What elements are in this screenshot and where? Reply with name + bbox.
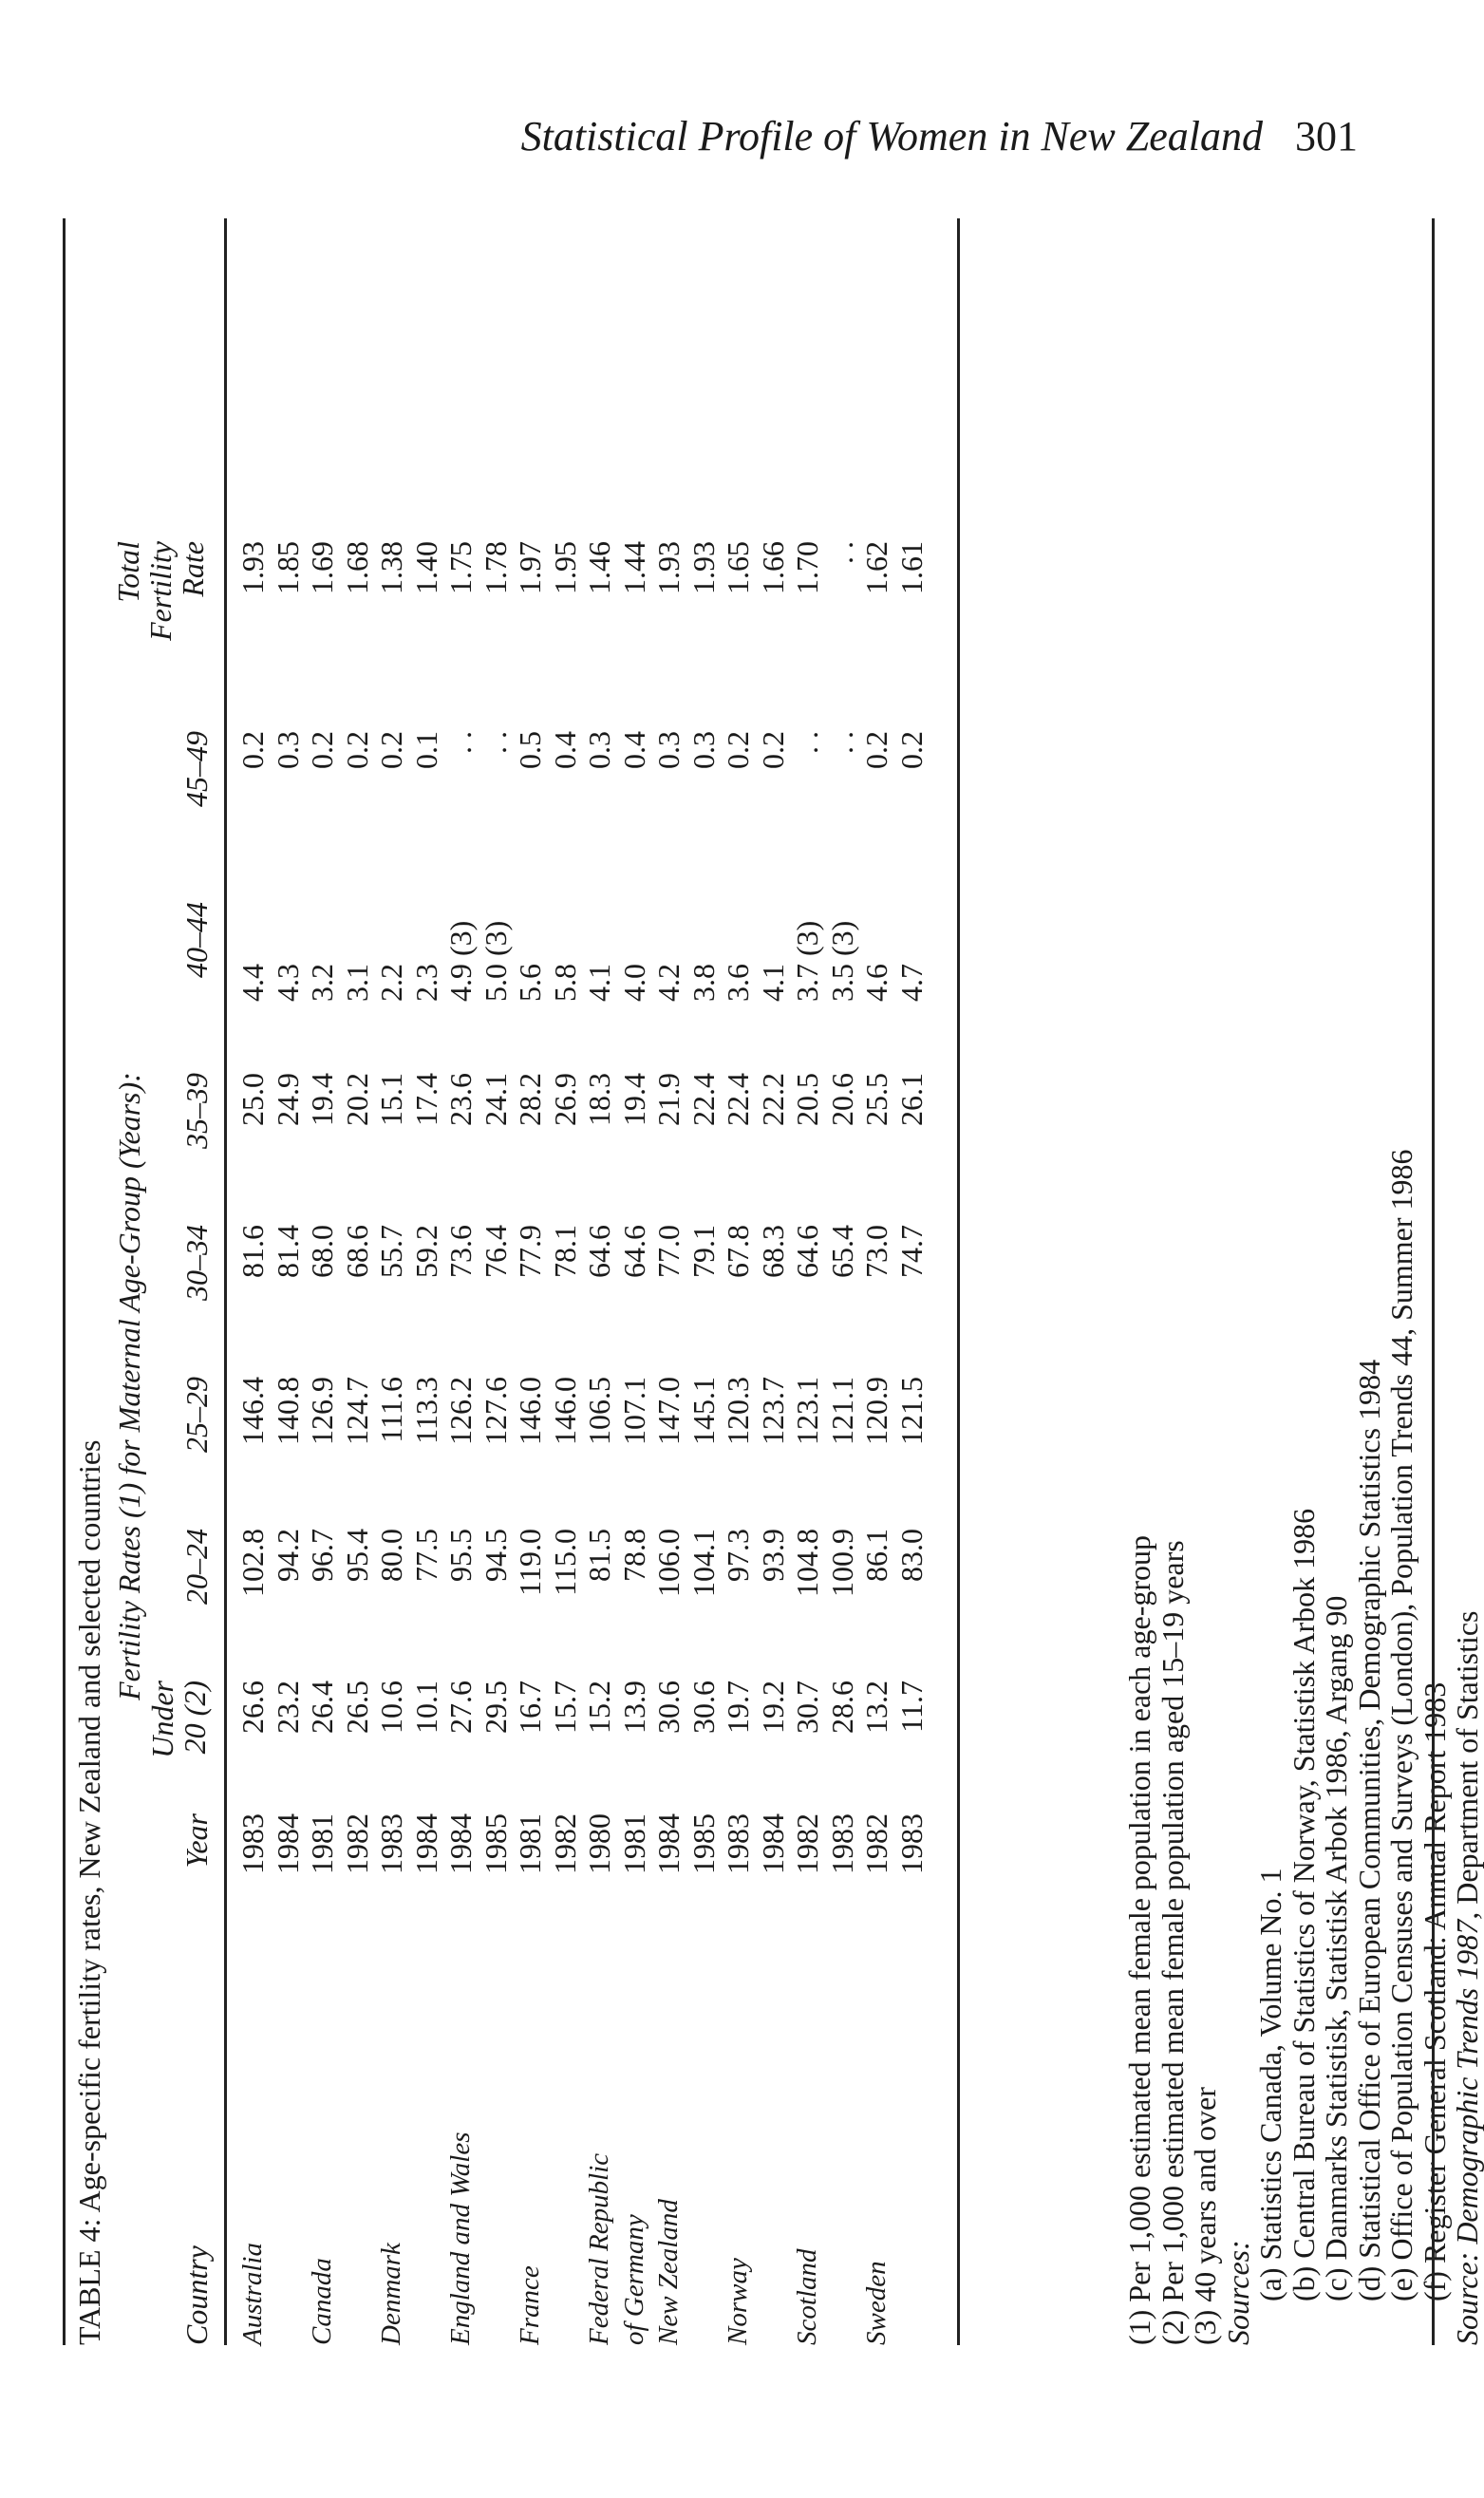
header-30-34: 30–34 bbox=[179, 1225, 214, 1301]
source-line bbox=[1451, 1149, 1484, 2345]
table-cell: 15.2 bbox=[582, 1681, 616, 1734]
table-cell: 30.6 bbox=[651, 1681, 686, 1734]
table-cell: 145.1 bbox=[686, 1377, 721, 1445]
table-cell: 13.9 bbox=[616, 1681, 651, 1734]
table-cell: 4.4 bbox=[235, 964, 270, 1002]
header-35-39: 35–39 bbox=[179, 1073, 214, 1149]
table-caption: TABLE 4: Age-specific fertility rates, New Zealand and selected countries bbox=[72, 1439, 106, 2345]
table-cell: 1982 bbox=[859, 1813, 893, 1874]
table-cell: 23.2 bbox=[270, 1681, 305, 1734]
table-cell: 146.4 bbox=[235, 1377, 270, 1445]
table-cell: 65.4 bbox=[824, 1225, 859, 1278]
table-cell: 119.0 bbox=[513, 1529, 547, 1596]
table-cell: 1.68 bbox=[339, 541, 374, 594]
table-cell: 121.5 bbox=[893, 1377, 929, 1445]
age-25-29-column bbox=[235, 1377, 929, 1510]
rotated-table bbox=[55, 218, 1484, 2345]
table-cell: 123.1 bbox=[790, 1377, 824, 1445]
age-20-24-column bbox=[235, 1529, 929, 1662]
table-cell: 146.0 bbox=[513, 1377, 547, 1445]
country-column bbox=[235, 2003, 929, 2345]
table-cell: 20.5 bbox=[790, 1073, 824, 1126]
header-year: Year bbox=[179, 1813, 214, 1869]
table-cell: 1.40 bbox=[408, 541, 443, 594]
table-cell: 81.6 bbox=[235, 1225, 270, 1278]
under20-column bbox=[235, 1681, 929, 1794]
table-cell: 26.4 bbox=[305, 1681, 339, 1734]
table-cell: 77.0 bbox=[651, 1225, 686, 1278]
table-cell: 1.85 bbox=[270, 541, 305, 594]
source-title: Demographic Trends 1987, bbox=[1450, 1911, 1484, 2244]
table-cell: 1984 bbox=[408, 1813, 443, 1874]
table-cell: 94.5 bbox=[478, 1529, 513, 1582]
table-cell: 26.6 bbox=[235, 1681, 270, 1734]
table-cell: 121.1 bbox=[824, 1377, 859, 1445]
note-2: (2) Per 1,000 estimated mean female population aged 15–19 years bbox=[1155, 1540, 1190, 2345]
table-cell: 1.70 bbox=[790, 541, 824, 594]
table-cell: 102.8 bbox=[235, 1529, 270, 1597]
table-cell: . . bbox=[824, 541, 859, 564]
table-cell: 76.4 bbox=[478, 1225, 513, 1278]
table-cell: 21.9 bbox=[651, 1073, 686, 1126]
country-label: of Germany bbox=[618, 2214, 649, 2345]
country-label: New Zealand bbox=[653, 2199, 684, 2345]
header-country: Country bbox=[179, 2245, 214, 2345]
table-cell: . . bbox=[790, 731, 824, 754]
country-label: England and Wales bbox=[445, 2132, 476, 2345]
table-cell: 95.4 bbox=[339, 1529, 374, 1582]
table-cell: 24.9 bbox=[270, 1073, 305, 1126]
table-cell: 4.9 (3) bbox=[443, 920, 478, 1002]
country-label bbox=[894, 2003, 930, 2345]
table-cell: 1.61 bbox=[893, 541, 929, 594]
table-cell: 107.1 bbox=[616, 1377, 651, 1445]
table-cell: . . bbox=[824, 731, 859, 754]
note-1: (1) Per 1,000 estimated mean female population in each age-group bbox=[1122, 1534, 1156, 2345]
country-label: France bbox=[515, 2265, 545, 2345]
table-cell: 3.5 (3) bbox=[824, 920, 859, 1002]
table-cell: 126.9 bbox=[305, 1377, 339, 1445]
table-cell: 1982 bbox=[339, 1813, 374, 1874]
table-cell: 29.5 bbox=[478, 1681, 513, 1734]
table-cell: 25.0 bbox=[235, 1073, 270, 1126]
table-cell: . . bbox=[443, 731, 478, 754]
page-number: 301 bbox=[1295, 113, 1358, 160]
table-cell: 26.5 bbox=[339, 1681, 374, 1734]
table-cell: 100.9 bbox=[824, 1529, 859, 1597]
table-cell: 115.0 bbox=[547, 1529, 582, 1596]
table-cell: 78.8 bbox=[616, 1529, 651, 1582]
table-cell: 3.8 bbox=[686, 964, 721, 1002]
table-cell: 26.1 bbox=[893, 1073, 929, 1126]
table-cell: 1982 bbox=[790, 1813, 824, 1874]
table-cell: 1982 bbox=[547, 1813, 582, 1874]
table-cell: 1981 bbox=[616, 1813, 651, 1874]
table-cell: 0.2 bbox=[721, 731, 755, 769]
table-cell: 10.6 bbox=[374, 1681, 408, 1734]
table-cell: 64.6 bbox=[616, 1225, 651, 1278]
table-cell: 106.0 bbox=[651, 1529, 686, 1597]
country-label bbox=[340, 2003, 375, 2345]
table-cell: 19.2 bbox=[755, 1681, 790, 1734]
table-cell: 1981 bbox=[305, 1813, 339, 1874]
table-cell: 5.0 (3) bbox=[478, 920, 513, 1002]
table-cell: 18.3 bbox=[582, 1073, 616, 1126]
table-cell: 68.3 bbox=[755, 1225, 790, 1278]
country-label: Scotland bbox=[792, 2248, 822, 2345]
table-cell: 25.5 bbox=[859, 1073, 893, 1126]
table-cell: 1984 bbox=[270, 1813, 305, 1874]
table-cell: 0.3 bbox=[582, 731, 616, 769]
table-cell: 0.2 bbox=[235, 731, 270, 769]
table-cell: 1.38 bbox=[374, 541, 408, 594]
table-cell: 30.6 bbox=[686, 1681, 721, 1734]
table-cell: 67.8 bbox=[721, 1225, 755, 1278]
table-cell: 10.1 bbox=[408, 1681, 443, 1734]
table-cell: 11.7 bbox=[893, 1681, 929, 1733]
table-cell: 20.2 bbox=[339, 1073, 374, 1126]
table-cell: 1.69 bbox=[305, 541, 339, 594]
table-cell: 64.6 bbox=[790, 1225, 824, 1278]
table-cell: 1.93 bbox=[651, 541, 686, 594]
table-cell: 0.4 bbox=[616, 731, 651, 769]
table-cell: 83.0 bbox=[893, 1529, 929, 1582]
table-cell: 68.0 bbox=[305, 1225, 339, 1278]
table-cell: 55.7 bbox=[374, 1225, 408, 1278]
country-label: Denmark bbox=[376, 2243, 406, 2345]
group-header: Fertility Rates (1) for Maternal Age-Group (Years): bbox=[112, 1072, 146, 1700]
header-20-24: 20–24 bbox=[179, 1529, 214, 1605]
country-label bbox=[825, 2003, 860, 2345]
table-cell: 146.0 bbox=[547, 1377, 582, 1445]
table-cell: 1.97 bbox=[513, 541, 547, 594]
header-under20 bbox=[146, 1681, 211, 1794]
header-45-49: 45–49 bbox=[179, 731, 214, 807]
table-cell: 140.8 bbox=[270, 1377, 305, 1445]
table-cell: 1.66 bbox=[755, 541, 790, 594]
table-cell: 16.7 bbox=[513, 1681, 547, 1734]
table-cell: 1983 bbox=[721, 1813, 755, 1874]
table-cell: 4.7 bbox=[893, 964, 929, 1002]
table-cell: 0.2 bbox=[893, 731, 929, 769]
table-cell: 1983 bbox=[374, 1813, 408, 1874]
table-cell: 0.2 bbox=[339, 731, 374, 769]
table-cell: 1983 bbox=[235, 1813, 270, 1874]
table-cell: 27.6 bbox=[443, 1681, 478, 1734]
table-cell: 15.1 bbox=[374, 1073, 408, 1126]
table-cell: 1984 bbox=[443, 1813, 478, 1874]
table-cell: 1985 bbox=[478, 1813, 513, 1874]
table-cell: 1.62 bbox=[859, 541, 893, 594]
table-cell: 78.1 bbox=[547, 1225, 582, 1278]
table-cell: 19.4 bbox=[616, 1073, 651, 1126]
table-cell: 120.9 bbox=[859, 1377, 893, 1445]
country-label: Sweden bbox=[861, 2261, 892, 2345]
table-cell: 1984 bbox=[651, 1813, 686, 1874]
age-35-39-column bbox=[235, 1073, 929, 1206]
source-c: (c) Danmarks Statistisk, Statistisk Arbok 1986, Argang 90 bbox=[1319, 1595, 1353, 2301]
table-cell: 113.3 bbox=[408, 1377, 443, 1444]
running-head bbox=[521, 112, 1358, 160]
table-cell: 4.1 bbox=[755, 964, 790, 1002]
table-cell: 0.2 bbox=[305, 731, 339, 769]
table-cell: 4.1 bbox=[582, 964, 616, 1002]
table-cell: 104.1 bbox=[686, 1529, 721, 1597]
running-head-title: Statistical Profile of Women in New Zealand bbox=[520, 113, 1263, 160]
table-cell: 17.4 bbox=[408, 1073, 443, 1126]
table-cell: 28.6 bbox=[824, 1681, 859, 1734]
age-30-34-column bbox=[235, 1225, 929, 1358]
table-cell: 81.4 bbox=[270, 1225, 305, 1278]
header-rule bbox=[224, 218, 227, 2345]
table-cell: 3.1 bbox=[339, 964, 374, 1002]
table-cell: 1981 bbox=[513, 1813, 547, 1874]
table-cell: 59.2 bbox=[408, 1225, 443, 1278]
header-tfr-line2: Fertility bbox=[143, 541, 178, 641]
country-label bbox=[479, 2003, 514, 2345]
table-cell: 68.6 bbox=[339, 1225, 374, 1278]
table-cell: 0.3 bbox=[651, 731, 686, 769]
source-b: (b) Central Bureau of Statistics of Norway, Statistisk Arbok 1986 bbox=[1286, 1508, 1321, 2301]
table-cell: 120.3 bbox=[721, 1377, 755, 1445]
table-cell: 5.8 bbox=[547, 964, 582, 1002]
header-tfr-line1: Total bbox=[111, 541, 145, 603]
table-cell: 1980 bbox=[582, 1813, 616, 1874]
table-cell: 1985 bbox=[686, 1813, 721, 1874]
header-40-44: 40–44 bbox=[179, 902, 214, 978]
country-label bbox=[756, 2003, 791, 2345]
table-cell: 96.7 bbox=[305, 1529, 339, 1582]
table-cell: 23.6 bbox=[443, 1073, 478, 1126]
table-cell: 3.7 (3) bbox=[790, 920, 824, 1002]
table-cell: 97.3 bbox=[721, 1529, 755, 1582]
table-cell: 0.2 bbox=[859, 731, 893, 769]
table-cell: 22.4 bbox=[686, 1073, 721, 1126]
header-total-fertility-rate bbox=[112, 541, 209, 674]
table-cell: . . bbox=[478, 731, 513, 754]
table-cell: 80.0 bbox=[374, 1529, 408, 1582]
source-f: (f) Register General Scotland: Annual Report 1983 bbox=[1417, 1681, 1452, 2301]
table-cell: 1.46 bbox=[582, 541, 616, 594]
table-cell: 0.2 bbox=[374, 731, 408, 769]
table-cell: 22.4 bbox=[721, 1073, 755, 1126]
table-cell: 4.0 bbox=[616, 964, 651, 1002]
table-cell: 93.9 bbox=[755, 1529, 790, 1582]
table-cell: 15.7 bbox=[547, 1681, 582, 1734]
header-tfr-line3: Rate bbox=[176, 541, 210, 597]
header-under20-line1: Under bbox=[145, 1681, 179, 1758]
table-cell: 1.65 bbox=[721, 541, 755, 594]
table-cell: 1.75 bbox=[443, 541, 478, 594]
table-cell: 4.3 bbox=[270, 964, 305, 1002]
table-cell: 1.44 bbox=[616, 541, 651, 594]
table-cell: 0.4 bbox=[547, 731, 582, 769]
table-cell: 106.5 bbox=[582, 1377, 616, 1445]
country-label bbox=[686, 2003, 722, 2345]
table-cell: 0.2 bbox=[755, 731, 790, 769]
year-column bbox=[235, 1813, 929, 1937]
table-cell: 1.95 bbox=[547, 541, 582, 594]
source-a: (a) Statistics Canada, Volume No. 1 bbox=[1253, 1868, 1287, 2301]
table-cell: 77.9 bbox=[513, 1225, 547, 1278]
table-cell: 0.5 bbox=[513, 731, 547, 769]
table-cell: 111.6 bbox=[374, 1377, 408, 1443]
table-cell: 86.1 bbox=[859, 1529, 893, 1582]
page-bottom-rule bbox=[1432, 218, 1435, 2345]
country-label: Australia bbox=[237, 2243, 268, 2345]
header-25-29: 25–29 bbox=[179, 1377, 214, 1453]
table-cell: 126.2 bbox=[443, 1377, 478, 1445]
table-cell: 94.2 bbox=[270, 1529, 305, 1582]
table-cell: 104.8 bbox=[790, 1529, 824, 1597]
table-bottom-rule bbox=[957, 218, 960, 2345]
table-cell: 1983 bbox=[824, 1813, 859, 1874]
table-cell: 73.0 bbox=[859, 1225, 893, 1278]
age-40-44-column bbox=[235, 869, 929, 1002]
table-cell: 1984 bbox=[755, 1813, 790, 1874]
source-label: Source: bbox=[1450, 2251, 1484, 2345]
country-label: Federal Republic bbox=[584, 2152, 614, 2345]
table-cell: 64.6 bbox=[582, 1225, 616, 1278]
country-label: Canada bbox=[307, 2258, 337, 2345]
source-e: (e) Office of Population Censuses and Surveys (London), Population Trends 44, Summer 1986 bbox=[1384, 1149, 1418, 2301]
table-cell: 147.0 bbox=[651, 1377, 686, 1445]
table-cell: 3.6 bbox=[721, 964, 755, 1002]
total-fertility-rate-column bbox=[235, 541, 929, 674]
table-cell: 28.2 bbox=[513, 1073, 547, 1126]
country-label bbox=[548, 2003, 583, 2345]
table-cell: 4.2 bbox=[651, 964, 686, 1002]
table-notes bbox=[1123, 1149, 1484, 2345]
table-cell: 1.78 bbox=[478, 541, 513, 594]
table-top-rule bbox=[63, 218, 66, 2345]
country-label bbox=[409, 2003, 444, 2345]
table-cell: 127.6 bbox=[478, 1377, 513, 1445]
source-d: (d) Statistical Office of European Communities, Demographic Statistics 1984 bbox=[1351, 1359, 1386, 2301]
table-cell: 26.9 bbox=[547, 1073, 582, 1126]
table-cell: 4.6 bbox=[859, 964, 893, 1002]
table-cell: 95.5 bbox=[443, 1529, 478, 1582]
table-cell: 3.2 bbox=[305, 964, 339, 1002]
table-cell: 0.1 bbox=[408, 731, 443, 769]
note-3: (3) 40 years and over bbox=[1188, 2087, 1222, 2345]
table-cell: 123.7 bbox=[755, 1377, 790, 1445]
table-cell: 81.5 bbox=[582, 1529, 616, 1582]
table-cell: 20.6 bbox=[824, 1073, 859, 1126]
table-cell: 1.93 bbox=[235, 541, 270, 594]
table-cell: 124.7 bbox=[339, 1377, 374, 1445]
table-cell: 13.2 bbox=[859, 1681, 893, 1734]
table-cell: 19.7 bbox=[721, 1681, 755, 1734]
header-under20-line2: 20 (2) bbox=[178, 1681, 212, 1755]
table-cell: 1983 bbox=[893, 1813, 929, 1874]
table-cell: 77.5 bbox=[408, 1529, 443, 1582]
table-cell: 0.3 bbox=[686, 731, 721, 769]
table-cell: 1.93 bbox=[686, 541, 721, 594]
country-label bbox=[271, 2003, 306, 2345]
table-cell: 0.3 bbox=[270, 731, 305, 769]
table-cell: 2.3 bbox=[408, 964, 443, 1002]
table-cell: 19.4 bbox=[305, 1073, 339, 1126]
table-cell: 73.6 bbox=[443, 1225, 478, 1278]
sources-label: Sources: bbox=[1220, 2240, 1255, 2345]
table-cell: 30.7 bbox=[790, 1681, 824, 1734]
table-cell: 24.1 bbox=[478, 1073, 513, 1126]
country-label: Norway bbox=[723, 2258, 753, 2345]
table-cell: 79.1 bbox=[686, 1225, 721, 1278]
age-45-49-column bbox=[235, 731, 929, 864]
table-cell: 22.2 bbox=[755, 1073, 790, 1126]
table-cell: 74.7 bbox=[893, 1225, 929, 1278]
source-rest: Department of Statistics bbox=[1450, 1610, 1484, 1912]
table-cell: 2.2 bbox=[374, 964, 408, 1002]
table-cell: 5.6 bbox=[513, 964, 547, 1002]
